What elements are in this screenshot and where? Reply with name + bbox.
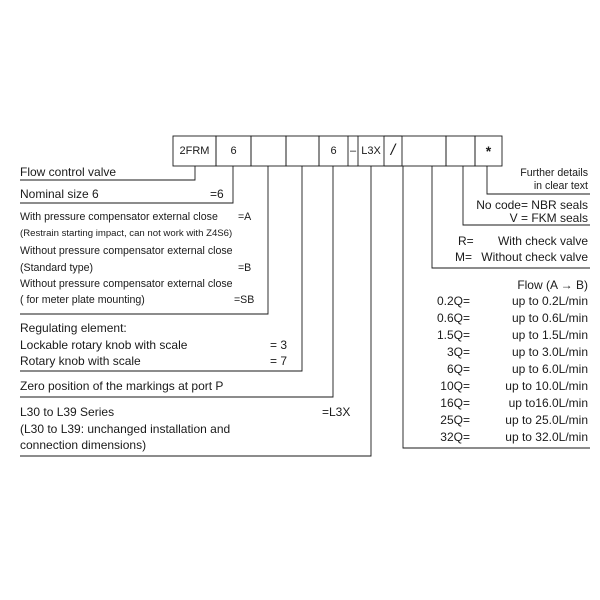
flow-value: up to16.0L/min xyxy=(508,396,588,410)
label-external-close-a: With pressure compensator external close xyxy=(20,211,218,223)
code-box-nominal-size: 6 xyxy=(230,145,237,157)
label-zero-position: Zero position of the markings at port P xyxy=(20,379,224,393)
code-check-valve: R= xyxy=(458,234,474,248)
code-rotary-knob: = 7 xyxy=(270,354,288,368)
label-external-close-sb-2: ( for meter plate mounting) xyxy=(20,294,145,306)
code-lockable-knob: = 3 xyxy=(270,338,288,352)
code-box-series: L3X xyxy=(361,145,381,157)
flow-code: 25Q= xyxy=(440,413,470,427)
code-no-check-valve: M= xyxy=(455,250,473,264)
label-check-valve: With check valve xyxy=(497,234,588,248)
note-external-close-a: (Restrain starting impact, can not work with Z4S6) xyxy=(20,228,233,239)
flow-code: 3Q= xyxy=(446,345,470,359)
flow-code: 1.5Q= xyxy=(436,328,470,342)
label-further-details-1: Further details xyxy=(520,167,588,179)
flow-code: 6Q= xyxy=(446,362,470,376)
flow-value: up to 6.0L/min xyxy=(511,362,588,376)
code-external-close-sb: =SB xyxy=(234,294,255,306)
flow-value: up to 1.5L/min xyxy=(511,328,588,342)
flow-code: 10Q= xyxy=(440,379,470,393)
code-external-close-a: =A xyxy=(238,211,252,223)
flow-code: 0.2Q= xyxy=(436,294,470,308)
label-fkm-seals: V = FKM seals xyxy=(509,211,588,225)
flow-value: up to 32.0L/min xyxy=(505,430,588,444)
code-box-external-close xyxy=(251,136,286,166)
flow-value: up to 3.0L/min xyxy=(511,345,588,359)
label-nominal-size: Nominal size 6 xyxy=(20,187,99,201)
flow-value: up to 0.2L/min xyxy=(511,294,588,308)
code-box-flow xyxy=(402,136,446,166)
label-no-check-valve: Without check valve xyxy=(481,250,588,264)
flow-code: 32Q= xyxy=(440,430,470,444)
note-series-2: connection dimensions) xyxy=(20,438,147,452)
label-regulating-element: Regulating element: xyxy=(20,321,127,335)
label-external-close-b-2: (Standard type) xyxy=(20,262,94,274)
note-series-1: (L30 to L39: unchanged installation and xyxy=(20,422,231,436)
label-flow-header: Flow (A → B) xyxy=(517,278,588,292)
code-box-further-details: * xyxy=(485,143,492,159)
label-further-details-2: in clear text xyxy=(533,180,588,192)
label-series: L30 to L39 Series xyxy=(20,405,115,419)
flow-value: up to 10.0L/min xyxy=(505,379,588,393)
label-lockable-knob: Lockable rotary knob with scale xyxy=(20,338,188,352)
code-box-zero-position: 6 xyxy=(330,145,337,157)
flow-code: 0.6Q= xyxy=(436,311,470,325)
separator-dash: – xyxy=(349,145,357,157)
label-external-close-sb-1: Without pressure compensator external close xyxy=(20,278,233,290)
code-box-series-name: 2FRM xyxy=(179,145,210,157)
label-flow-control-valve: Flow control valve xyxy=(20,165,117,179)
label-external-close-b-1: Without pressure compensator external close xyxy=(20,245,233,257)
flow-value: up to 25.0L/min xyxy=(505,413,588,427)
flow-value: up to 0.6L/min xyxy=(511,311,588,325)
code-box-check-valve xyxy=(446,136,475,166)
label-nbr-seals: No code= NBR seals xyxy=(476,198,588,212)
separator-slash: / xyxy=(390,142,396,159)
flow-code: 16Q= xyxy=(440,396,470,410)
label-rotary-knob: Rotary knob with scale xyxy=(20,354,141,368)
code-external-close-b: =B xyxy=(238,262,252,274)
code-nominal-size: =6 xyxy=(210,187,224,201)
code-box-regulating xyxy=(286,136,319,166)
code-series: =L3X xyxy=(322,405,351,419)
